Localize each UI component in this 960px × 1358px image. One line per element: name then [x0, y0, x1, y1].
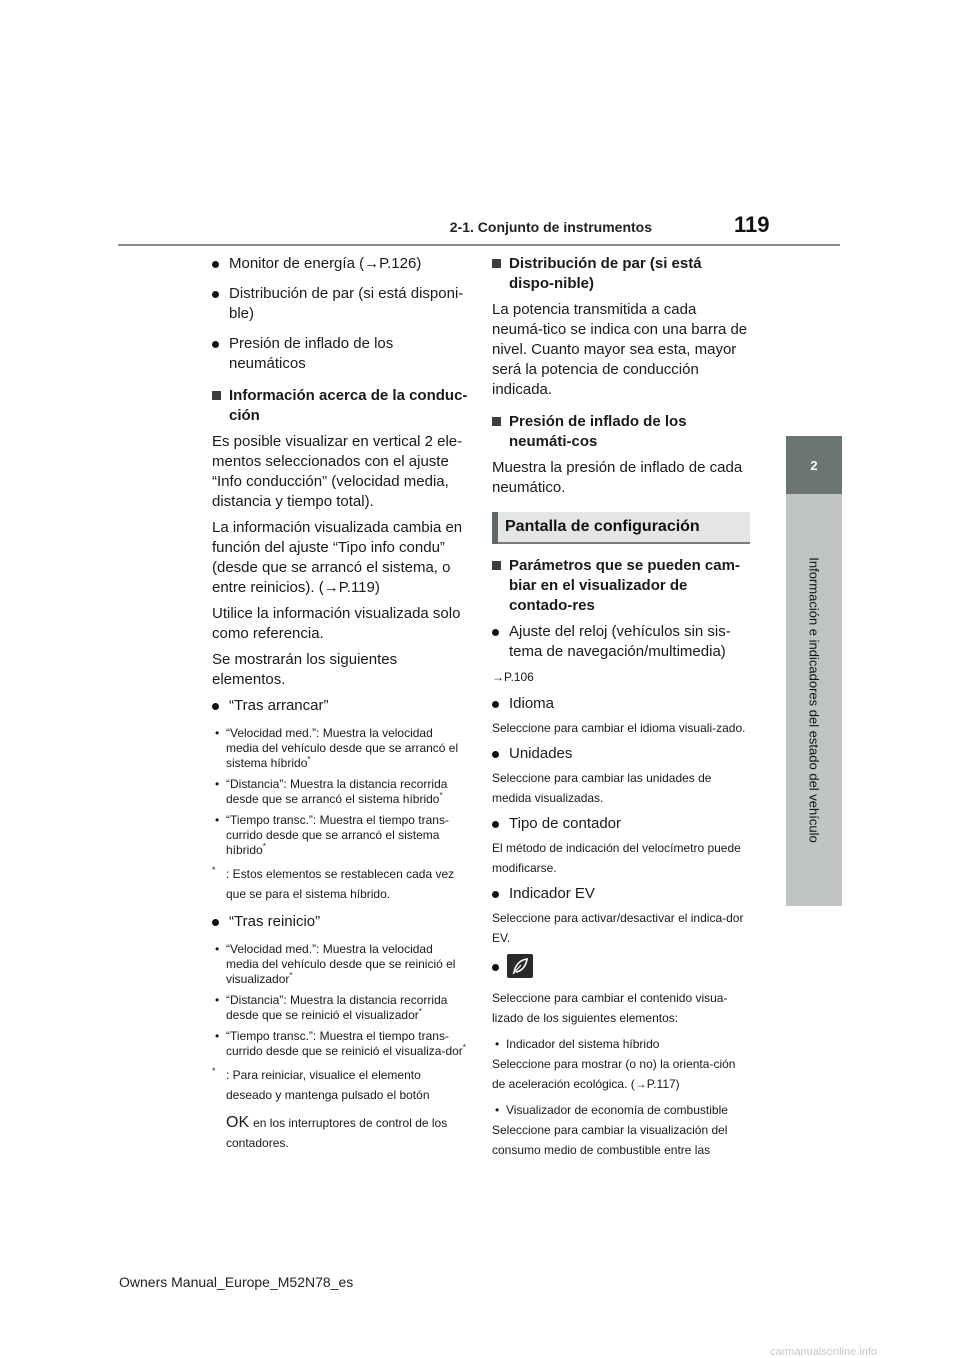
- item-description: Seleccione para cambiar la visualización del consumo medio de combustible entre las: [492, 1123, 728, 1157]
- list-item: “Tras arrancar”: [212, 696, 468, 716]
- ok-button-icon: OK: [226, 1114, 250, 1131]
- bullet-icon: [492, 629, 499, 636]
- item-description: Seleccione para cambiar el contenido visua-lizado de los siguientes elementos:: [492, 991, 728, 1025]
- paragraph: Se mostrarán los siguientes elementos.: [212, 651, 398, 688]
- paragraph: La información visualizada cambia en función del ajuste “Tipo info condu” (desde que se arrancó el sistema, o entre reinicios). (→P.119): [212, 519, 463, 596]
- page-number: 119: [734, 212, 770, 237]
- footnote: * : Estos elementos se restablecen cada vez que se para el sistema híbrido.: [212, 865, 455, 901]
- item-description: El método de indicación del velocímetro puede modificarse.: [492, 841, 741, 875]
- subheading: Presión de inflado de los neumáti-cos: [492, 412, 750, 452]
- chapter-tab: 2: [786, 436, 842, 494]
- list-item: Indicador EV: [492, 884, 750, 904]
- right-column: [492, 254, 750, 1166]
- bullet-icon: [212, 261, 219, 268]
- bullet-icon: [212, 341, 219, 348]
- footnote-continued: OK en los interruptores de control de los contadores.: [226, 1114, 448, 1150]
- footer-text: Owners Manual_Europe_M52N78_es: [119, 1274, 354, 1290]
- list-item: Idioma: [492, 694, 750, 714]
- bullet-icon: [492, 891, 499, 898]
- list-item: Distribución de par (si está disponi-ble): [212, 284, 468, 324]
- list-item: Tipo de contador: [492, 814, 750, 834]
- square-bullet-icon: [492, 259, 501, 268]
- square-bullet-icon: [492, 561, 501, 570]
- bullet-icon: [492, 751, 499, 758]
- list-item: [492, 954, 750, 980]
- list-item: “Tras reinicio”: [212, 912, 468, 932]
- sub-list-item: • Indicador del sistema híbrido: [495, 1037, 660, 1051]
- header-section-title: 2-1. Conjunto de instrumentos: [449, 219, 652, 235]
- bullet-icon: [492, 821, 499, 828]
- list-item: Unidades: [492, 744, 750, 764]
- page-reference: →P.106: [492, 670, 534, 684]
- item-description: Seleccione para cambiar las unidades de medida visualizadas.: [492, 771, 712, 805]
- subheading: Distribución de par (si está dispo-nible): [492, 254, 750, 294]
- sub-list-item: • Visualizador de economía de combustible: [495, 1103, 728, 1117]
- footnote: * : Para reiniciar, visualice el elemento deseado y mantenga pulsado el botón: [212, 1066, 430, 1102]
- sub-list-item: • “Tiempo transc.”: Muestra el tiempo trans-currido desde que se reinició el visualiza-dor*: [215, 1029, 466, 1058]
- sub-list-item: • “Velocidad med.”: Muestra la velocidad media del vehículo desde que se reinició el visualizador*: [215, 942, 456, 986]
- sub-list-item: • “Distancia”: Muestra la distancia recorrida desde que se reinició el visualizador*: [215, 993, 448, 1022]
- square-bullet-icon: [492, 417, 501, 426]
- list-item: Ajuste del reloj (vehículos sin sis-tema de navegación/multimedia): [492, 622, 750, 662]
- eco-leaf-icon: [507, 954, 533, 978]
- left-column: [212, 254, 468, 1159]
- subheading: Información acerca de la conduc-ción: [212, 386, 468, 426]
- paragraph: Utilice la información visualizada solo como referencia.: [212, 605, 461, 642]
- bullet-icon: [212, 291, 219, 298]
- bullet-icon: [212, 919, 219, 926]
- sub-list-item: • “Tiempo transc.”: Muestra el tiempo trans-currido desde que se arrancó el sistema híbrido*: [215, 813, 449, 857]
- chapter-title: Información e indicadores del estado del vehículo: [806, 557, 822, 843]
- section-title: Pantalla de configuración: [505, 518, 700, 535]
- sub-list-item: • “Velocidad med.”: Muestra la velocidad media del vehículo desde que se arrancó el sistema híbrido*: [215, 726, 459, 770]
- item-description: Seleccione para activar/desactivar el indica-dor EV.: [492, 911, 744, 945]
- paragraph: La potencia transmitida a cada neumá-tico se indica con una barra de nivel. Cuanto mayor sea esta, mayor será la potencia de conducción indicada.: [492, 301, 748, 398]
- item-description: Seleccione para mostrar (o no) la orienta-ción de aceleración ecológica. (→P.117): [492, 1057, 736, 1091]
- subheading: Parámetros que se pueden cam-biar en el visualizador de contado-res: [492, 556, 750, 616]
- section-banner: [492, 512, 750, 544]
- paragraph: Es posible visualizar en vertical 2 ele-mentos seleccionados con el ajuste “Info conducción” (velocidad media, distancia y tiempo total).: [212, 433, 463, 510]
- watermark: carmanualsonline.info: [770, 1346, 878, 1358]
- header-divider: [118, 244, 840, 246]
- sub-list-item: • “Distancia”: Muestra la distancia recorrida desde que se arrancó el sistema híbrido*: [215, 777, 448, 806]
- bullet-icon: [492, 701, 499, 708]
- list-item: Monitor de energía (→P.126): [212, 254, 468, 274]
- list-item: Presión de inflado de los neumáticos: [212, 334, 468, 374]
- paragraph: Muestra la presión de inflado de cada neumático.: [492, 459, 743, 496]
- square-bullet-icon: [212, 391, 221, 400]
- item-description: Seleccione para cambiar el idioma visuali-zado.: [492, 721, 746, 735]
- banner-accent: [492, 512, 498, 544]
- bullet-icon: [212, 703, 219, 710]
- bullet-icon: [492, 964, 499, 971]
